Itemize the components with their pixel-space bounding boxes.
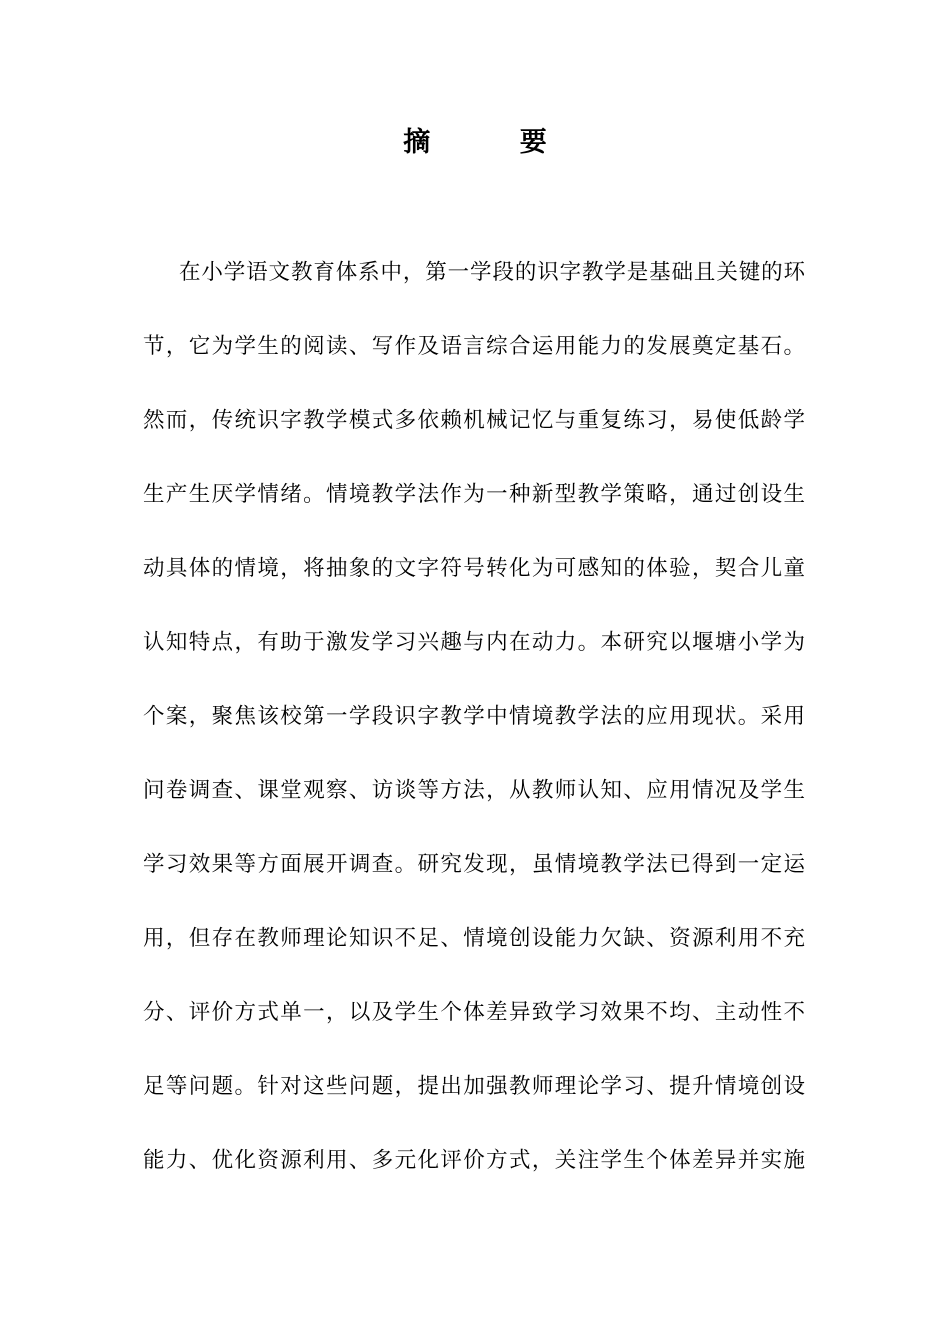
page-title: 摘 要 <box>403 127 587 158</box>
abstract-line: 认知特点，有助于激发学习兴趣与内在动力。本研究以堰塘小学为 <box>143 630 805 655</box>
abstract-line: 分、评价方式单一，以及学生个体差异致学习效果不均、主动性不 <box>143 1000 805 1025</box>
abstract-line: 生产生厌学情绪。情境教学法作为一种新型教学策略，通过创设生 <box>143 482 805 507</box>
abstract-line: 用，但存在教师理论知识不足、情境创设能力欠缺、资源利用不充 <box>143 926 805 951</box>
abstract-line: 动具体的情境，将抽象的文字符号转化为可感知的体验，契合儿童 <box>143 556 805 581</box>
abstract-line: 足等问题。针对这些问题，提出加强教师理论学习、提升情境创设 <box>143 1074 805 1099</box>
abstract-body <box>143 248 805 1210</box>
abstract-line: 在小学语文教育体系中，第一学段的识字教学是基础且关键的环 <box>179 260 805 285</box>
abstract-line: 节，它为学生的阅读、写作及语言综合运用能力的发展奠定基石。 <box>143 334 805 359</box>
abstract-line: 然而，传统识字教学模式多依赖机械记忆与重复练习，易使低龄学 <box>143 408 805 433</box>
abstract-line: 个案，聚焦该校第一学段识字教学中情境教学法的应用现状。采用 <box>143 704 805 729</box>
abstract-line: 学习效果等方面展开调查。研究发现，虽情境教学法已得到一定运 <box>143 852 805 877</box>
abstract-line: 问卷调查、课堂观察、访谈等方法，从教师认知、应用情况及学生 <box>143 778 805 803</box>
abstract-line: 能力、优化资源利用、多元化评价方式，关注学生个体差异并实施 <box>143 1148 805 1173</box>
